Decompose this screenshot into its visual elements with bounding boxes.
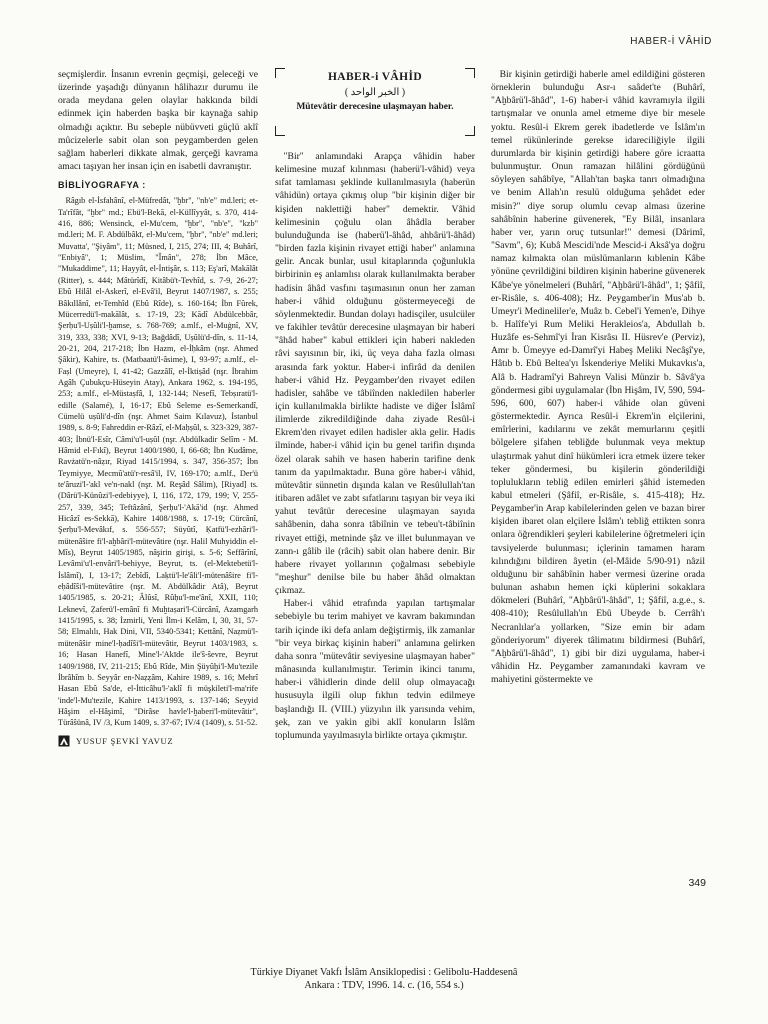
entry-title-box (275, 68, 475, 136)
closing-paragraph: seçmişlerdir. İnsanın evrenin geçmişi, geleceği ve üzerinde yaşadığı dünyanın hâlihazır durumu ile orada meydana gelen olaylar hakkında bildi edinmek için haberden başka bir kaynağa sahip olmadığı açıktır. Bu sebeple nübüvveti güçlü aklî mûcizelerle sabit olan son peygamberden gelen sağlam haberleri dikkate almak, gerçeği kavrama amacı taşıyan her insan için en isabetli davranıştır. (58, 69, 258, 173)
page-number: 349 (688, 877, 706, 889)
running-head: HABER-İ VÂHİD (630, 36, 712, 47)
column-right (491, 68, 705, 686)
bibliography-text: Râgıb el-İsfahânî, el-Müfredât, "ḫbr", "nb'e" md.leri; et-Ta'rîfât, "ḫbr" md.; Ebü'l-Bekā, el-Küllîyyât, s. 370, 414-416, 886; Wensinck, el-Mu'cem, "ḫbr", "nb'e", "kzb" md.leri; M. F. Abdülbâkī, el-Mu'cem, "ḫbr", "nb'e" md.leri; Muvatta', "Şiyâm", 11; Müsned, I, 215, 274; III, 4; Buhârî, "Enbiyâ", 1; Müslim, "Îmân", 278; İbn Mâce, "Mukaddime", 11; Hayyât, el-İntişâr, s. 113; Eş'arî, Makālât (Ritter), s. 444; Mâtürîdî, Kitâbü't-Tevhîd, s. 7-9, 26-27; Ebû Hilâl el-Askerî, el-Evâ'il, Beyrut 1407/1987, s. 255; Bâkıllânî, et-Temhîd (Ebû Rîde), s. 160-164; İbn Fûrek, Mücerredü'l-makālât, s. 17-19, 23; Kādî Abdülcebbâr, Şerḥu'l-Uṣûli'l-ḫamse, s. 768-769; a.mlf., el-Muġnî, XV, 319, 333, 338; XVI, 9-13; Bağdâdî, Uṣûlü'd-dîn, s. 11-14, 20-21, 204, 217-218; İbn Hazm, el-İḥkâm (nşr. Ahmed Şâkir), Kahire, ts. (Matbaatü'l-âsime), I, 93-97; a.mlf., el-Faṣl (Umeyre), I, 41-42; Gazzâlî, el-İktiṣâd (nşr. İbrahim Agâh Çubukçu-Hüseyin Atay), Ankara 1962, s. 194-195, 253; a.mlf., el-Müstaṣfâ, I, 132-144; Nesefî, Tebṣıratü'l-edille (Salamé), I, 16-17; Ebû Seleme es-Semerkandî, Cümelü uṣûli'd-dîn (nşr. Ahmet Saim Kılavuz), İstanbul 1989, s. 8-9; Fahreddin er-Râzî, el-Maḥṣûl, s. 323-329, 387-403; İbnü'l-Esîr, Câmi'u'l-uṣûl (nşr. Abdülkadir Selîm - M. Hâmid el-Fıkî), Beyrut 1400/1980, I, 66-68; İbn Kudâme, Ravżatü'n-nâẓır, Riyad 1415/1994, s. 347, 356-357; İbn Teymiyye, Mecmû'atü'r-resâ'il, IV, 169-170; a.mlf., Der'ü te'âruzi'l-'akl ve'n-nakl (nşr. M. Reşâd Sâlim), [Riyad] ts. (Dârü'l-Künûzi'l-edebiyye), I, 116, 172, 179, 199; V, 255-257, 339, 345; Teftâzânî, Şerḥu'l-'Akā'id (nşr. Ahmed Hicâzî es-Sekkā), Kahire 1408/1988, s. 17-19; Cürcânî, Şerḥu'l-Mevâkıf, s. 556-557; Süyûtî, Ḳatfü'l-ezhâri'l-mütenâŝire fi'l-aḫbâri'l-mütevâtire (nşr. Halil Muhyiddin el-Mîs), Beyrut 1405/1985, nâşirin girişi, s. 5-6; Seffârînî, Levâmi'u'l-envâri'l-behiyye, Beyrut, ts. (el-Mektebetü'l-İslâmî), I, 13-17; Zebîdî, Laḳtü'l-le'âli'l-mütenâŝire fi'l-eḥâdîŝi'l-mütevâtire (nşr. M. Abdülkâdir Atâ), Beyrut 1405/1985, s. 20-21; Âlûsî, Rûḥu'l-me'ânî, XXII, 110; Leknevî, Ẓaferü'l-emânî fi Muḫtaṣari'l-Cürcânî, Azamgarh 1415/1995, s. 38; İzmirli, Yeni İlm-i Kelâm, I, 30, 31, 57-58; Elmalılı, Hak Dini, VII, 5340-5341; Kettânî, Naẓmü'l-mütenâŝir mine'l-ḥadîŝi'l-mütevâtir, Beyrut 1403/1983, s. 16; Hasan Hanefî, Mine'l-'Akīde ile'ŝ-ŝevre, Beyrut 1409/1988, IV, 211-215; Ebû Rîde, Min Şüyûḫi'l-Mu'tezile İbrâhîm b. Seyyâr en-Naẓẓâm, Kahire 1989, s. 16; Mehrî Hasan Ebû Sa'de, el-İtticâhu'l-'aklî fi müşkileti'l-ma'rife 'inde'l-Mu'tezile, Kahire 1413/1993, s. 137-146; Seyyid Hâşim el-Hâşimî, "Dirâse havle'l-ḫaberi'l-mütevâtir", Türâŝünâ, IV /3, Kum 1409, s. 37-67; IV/4 (1409), s. 51-52. (58, 196, 258, 728)
corner-mark (275, 126, 285, 136)
footer-line: Ankara : TDV, 1996. 14. c. (16, 554 s.) (304, 980, 464, 991)
corner-mark (465, 126, 475, 136)
body-paragraph: Haber-i vâhid etrafında yapılan tartışmalar sebebiyle bu terim mahiyet ve kavram bakımından tarih içinde iki defa anlam değiştirmiş, ilk zamanlar "bir veya birkaç kişinin haberi" anlamına gelirken daha sonra "mütevâtir seviyesine ulaşmayan haber" mânasında kullanılmıştır. Terimin ikinci tanımı, haber-i vâhidlerin dinde delil olup olmayacağı hususuyla ilgili olup fıkhın tedvin edilmeye başlandığı II. (VIII.) yüzyılın ilk yarısında vehim, şek, zan ve yakin gibi aklî konuların İslâm toplumunda yayılmasıyla birlikte ortaya çıkmıştır. (275, 598, 475, 741)
corner-mark (275, 68, 285, 78)
author-mark-icon (58, 735, 70, 747)
bibliography-heading: BİBLİYOGRAFYA : (58, 180, 146, 191)
author-name: YUSUF ŞEVKİ YAVUZ (76, 735, 174, 746)
entry-title: HABER-i VÂHİD (327, 71, 423, 83)
body-paragraph: "Bir" anlamındaki Arapça vâhidin haber kelimesine muzaf kılınması (haberü'l-vâhid) veya sıfat tamlaması şeklinde kullanılmasıyla (haberün vâhidün) ortaya çıkmış olup "bir kişinin diğer bir kişiden naklettiği haber" demektir. Vâhid kelimesinin çoğulu olan âhâdla beraber bulunduğunda ise (haberü'l-âhâd, ahbârü'l-âhâd) "birden fazla kişinin rivayet ettiği haber" anlamına gelir. Ancak bunlar, usul kitaplarında çoğunlukla birbirinin eş anlamlısı olarak kullanılmakta beraber hadisin âhâd vasfını taşımasının onun her zaman haber-i vâhid olduğunu göstermeyeceği de söylenmektedir. Bundan dolayı hadisçiler, usulcüler ve fakihler tevâtür derecesine ulaşmayan bir haberi "âhâd haber" kabul ettikleri için haberi nakleden râvi sayısının bir, iki, üç veya daha fazla olması arasında fark yoktur. Haber-i infirâd da denilen haber-i vâhid Hz. Peygamber'den rivayet edilen hadisler, sahâbe ve tâbiînden nakledilen haberler için kullanılmakla birlikte hadiste ve diğer İslâmî ilimlerde zikredildiğinde daha ziyade Resûl-i Ekrem'den rivayet edilen hadisler akla gelir. Hadis ilminde, haber-i vâhid için bu genel tarifin dışında özel olarak sahih ve hasen haberin tarifine denk tanım da yapılmaktadır. Buna göre haber-i vâhid, mütevâtir sünnetin dışında kalan ve Resûlullah'tan itibaren adâlet ve zabt sıfatlarını taşıyan bir veya iki yahut tevâtür derecesine ulaşmayan sayıda sahâbenin, daha sonra tâbiînin ve tebeu't-tâbiînin rivayet ettiği, metninde şâz ve illet bulunmayan ve zann-ı gâlib ile (râcih) sabit olan habere denir. Bir habere rivayet yollarının çoğalması sebebiyle "meşhur" denilse bile bu haber âhâd olmaktan çıkmaz. (275, 151, 475, 597)
author-signature (58, 735, 258, 748)
column-middle (275, 68, 475, 742)
body-paragraph: Bir kişinin getirdiği haberle amel edildiğini gösteren örneklerin bulunduğu Asr-ı saâdet'te (Buhârî, "Aḫbârü'l-âhâd", 1-6) haber-i vâhid kavramıyla ilgili tartışmalar ve onunla amel etmeme diye bir mesele yoktu. Resûl-i Ekrem gerek ibadetlerde ve İslâm'ın temel rükünlerinde gerekse idareciliğiyle ilgili durumlarda bir kişinin getirdiği habere göre icraatta bulunmuştur. Onun ramazan hilâlini gördüğünü söyleyen sahâbîye, "Allah'tan başka tanrı olmadığına ve benim Allah'ın resulü olduğuma şehâdet eder misin?" diye sorup olumlu cevap alması üzerine sahâbînin haberine güvenerek, "Ey Bilâl, insanlara haber ver, yarın oruç tutsunlar!" demesi (Dârimî, "Savm", 6); Kubâ Mescidi'nde Mescid-i Aksâ'ya doğru namaz kılmakta olan müslümanların kıblenin Kâbe yönüne çevrildiğini bildiren kişinin haberine güvenerek Kâbe'ye yönelmeleri (Buhârî, "Aḫbârü'l-âhâd", 1; Şâfiî, er-Risâle, s. 406-408); Hz. Peygamber'in Mus'ab b. Umeyr'i Medineliler'e, Muâz b. Cebel'i Yemen'e, Dihye b. Halîfe'yi Rum Meliki Herakleios'a, Abdullah b. Huzâfe es-Sehmî'yi İran Kisrâsı II. Hüsrev'e (Perviz), Amr b. Ümeyye ed-Damrî'yi Habeş Meliki Necâşî'ye, Hâtıb b. Ebû Beltea'yı İskenderiye Meliki Mukavkıs'a, Alâ b. Hadramî'yi Bahreyn Valisi Münzir b. Sâvâ'ya göndermesi gibi uygulamalar (İbn Hişâm, IV, 590, 594-596, 600, 607) haber-i vâhide olan güveni göstermektedir. Ayrıca Resûl-i Ekrem'in elçilerini, emîrlerini, kadılarını ve zekât memurlarını çeşitli bölgelere şifahen tebliğde bulunmak veya mektup ulaştırmak yahut dinî hükümleri icra etmek üzere teker teker göndermesi, bu kişilerin gönderildiği toplulukların tebliğ edilen emirleri şâhid istemeden kabul etmeleri (Şâfiî, er-Risâle, s. 415-418); Hz. Peygamber'in Arap kabilelerinden gelen ve bazan birer kişiden ibaret olan elçilere İslâm'ı tebliğ ettikten sonra onlara öğrendikleri şeyleri kabilelerine öğretmeleri için tavsiyelerde bulunması; içlerinin tamamen haram kılındığını bildiren âyetin (el-Mâide 5/90-91) nâzil olduğunu bir sahâbînin haber vermesi üzerine orada bulunan ashabın hemen içki küplerini sokaklara dökmeleri (Buhârî, "Aḫbârü'l-âhâd", 1; Şâfiî, a.g.e., s. 408-410); Resûlullah'ın Ebû Ubeyde b. Cerrâh'ı Necranlılar'a yollarken, "Size emin bir adam gönderiyorum" diyerek tâlimatını bildirmesi (Buhârî, "Aḫbârü'l-âhâd", 1) gibi bir dizi uygulama, haber-i vâhidin Hz. Peygamber zamanındaki kavram ve mahiyetini göstermekte ve (491, 69, 705, 686)
entry-definition: Mütevâtir derecesine ulaşmayan haber. (296, 102, 454, 113)
column-left (58, 68, 258, 748)
entry-arabic-title: ( الخبر الواحد ) (344, 87, 406, 99)
page-footer (0, 966, 768, 992)
footer-line: Türkiye Diyanet Vakfı İslâm Ansiklopedisi : Gelibolu-Haddesenâ (250, 967, 518, 978)
corner-mark (465, 68, 475, 78)
